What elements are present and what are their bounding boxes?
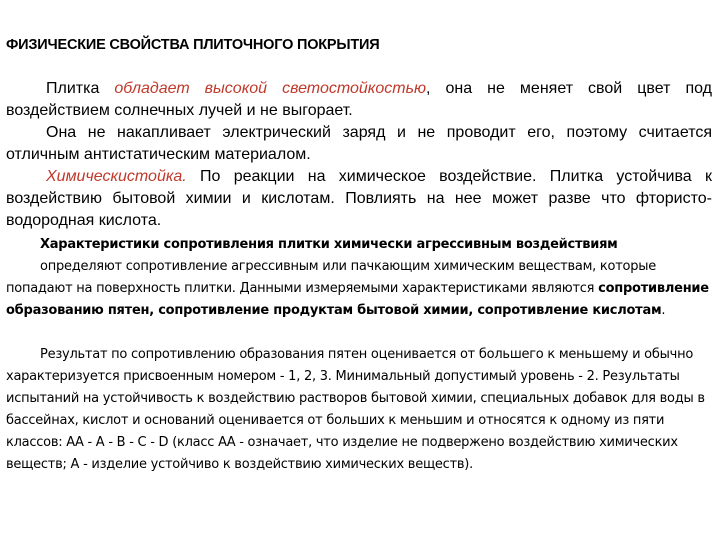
paragraph-text: определяют сопротивление агрессивным или пачкающим химическим веществам, которые попадают на поверхность плитки. Данными измеряемыми характеристиками являются <box>6 259 657 296</box>
paragraph-text: , она не меняет свой цвет под воздействием солнечных лучей и не выгорает. <box>6 80 713 119</box>
section-heading: Характеристики сопротивления плитки химически агрессивным воздействиям <box>40 237 618 252</box>
paragraph-text: По реакции на химическое воздействие. Плитка устойчива к воздействию бытовой химии и кислотам. Повлиять на нее может разве что фтористо-водородная кислота. <box>6 168 712 229</box>
highlight-text: обладает высокой светостойкостью <box>114 80 427 97</box>
paragraph-results <box>6 344 712 476</box>
paragraph-text: Она не накапливает электрический заряд и не проводит его, поэтому считается отличным антистатическим материалом. <box>6 124 712 163</box>
document-page <box>6 0 712 540</box>
paragraph-chemical-resistance <box>6 166 712 232</box>
paragraph-characteristics <box>6 256 712 322</box>
paragraph-light-resistance <box>6 78 712 122</box>
highlight-text: Химическистойка. <box>46 168 187 185</box>
bold-text: сопротивление образованию пятен, сопротивление продуктам бытовой химии, сопротивление кислотам <box>6 281 709 318</box>
paragraph-text: Результат по сопротивлению образования пятен оценивается от большего к меньшему и обычно характеризуется присвоенным номером - 1, 2, 3. Минимальный допустимый уровень - 2. Результаты испытаний на устойчивость к воздействию растворов бытовой химии, специальных добавок для воды в бассейнах, кислот и оснований оценивается от больших к меньшим и относятся к одному из пяти классов: АА - А - В - С - D (класс АА - означает, что изделие не подвержено воздействию химических веществ; А - изделие устойчиво к воздействию химических веществ). <box>6 347 705 472</box>
paragraph-text: . <box>661 303 666 318</box>
paragraph-text: Плитка <box>46 80 115 97</box>
paragraph-antistatic <box>6 122 712 166</box>
page-title: ФИЗИЧЕСКИЕ СВОЙСТВА ПЛИТОЧНОГО ПОКРЫТИЯ <box>6 37 380 53</box>
